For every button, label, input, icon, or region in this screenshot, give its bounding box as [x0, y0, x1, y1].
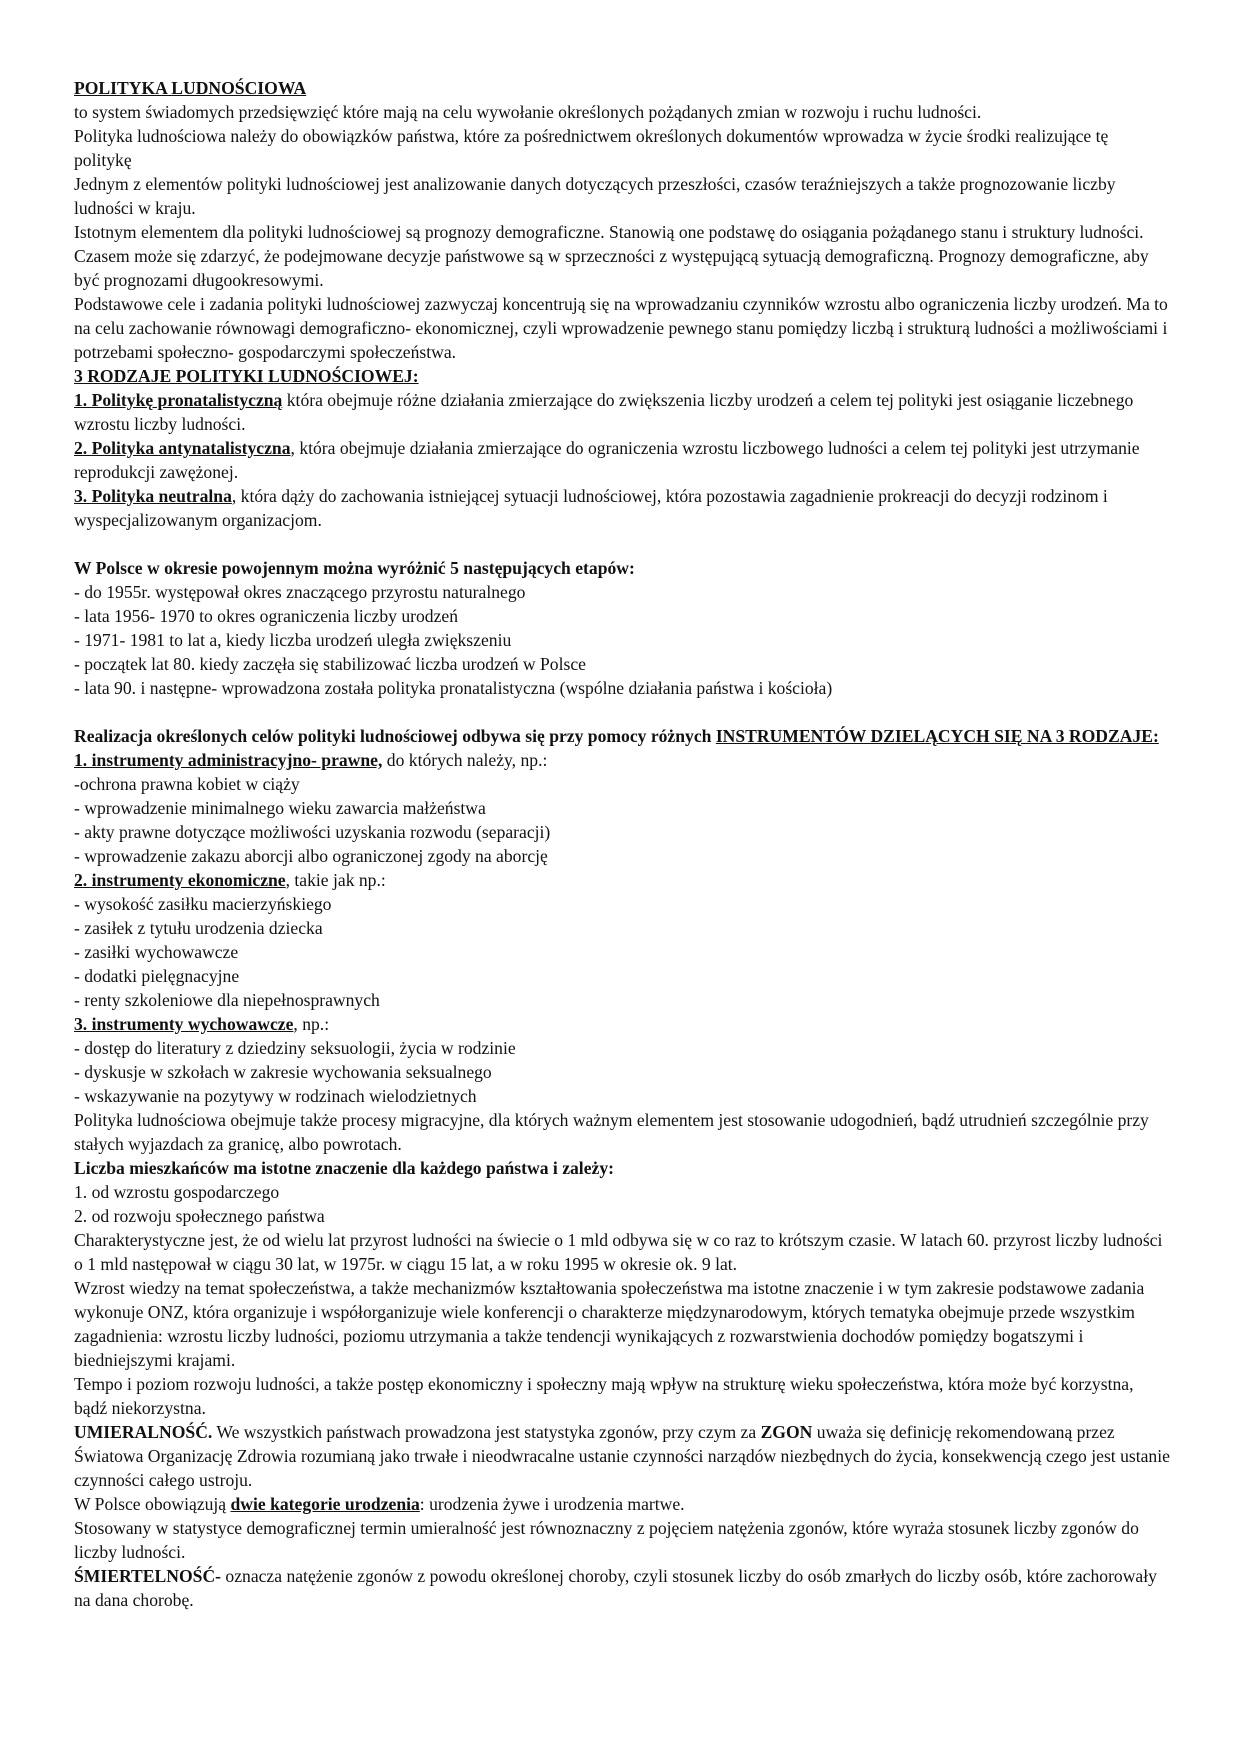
population-heading: Liczba mieszkańców ma istotne znaczenie dla każdego państwa i zależy: [74, 1158, 614, 1178]
instrument-item: - wysokość zasiłku macierzyńskiego [74, 894, 332, 914]
instrument-item: - wskazywanie na pozytywy w rodzinach wielodzietnych [74, 1086, 477, 1106]
instruments-heading [74, 724, 1170, 748]
instrument-item: - renty szkoleniowe dla niepełnosprawnych [74, 990, 380, 1010]
births-text: W Polsce obowiązują [74, 1494, 231, 1514]
mortality-paragraph [74, 1420, 1170, 1492]
type-item [74, 388, 1170, 436]
instruments-heading-emphasis: INSTRUMENTÓW DZIELĄCYCH SIĘ NA 3 RODZAJE: [715, 726, 1159, 746]
intro-paragraph: Polityka ludnościowa należy do obowiązków państwa, które za pośrednictwem określonych dokumentów wprowadza w życie środki realizujące tę politykę [74, 126, 1109, 170]
instrument-item: - dyskusje w szkołach w zakresie wychowania seksualnego [74, 1062, 492, 1082]
onz-paragraph: Wzrost wiedzy na temat społeczeństwa, a także mechanizmów kształtowania społeczeństwa ma istotne znaczenie i w tym zakresie podstawowe zadania wykonuje ONZ, która organizuje i współorganizuje wiele konferencji o charakterze międzynarodowym, których tematyka obejmuje przede wszystkim zagadnienia: wzrostu liczby ludności, poziomu utrzymania a także tendencji wynikających z rozwarstwienia dochodów pomiędzy bogatszymi i biedniejszymi krajami. [74, 1278, 1145, 1370]
instrument-text: , np.: [293, 1014, 330, 1034]
intro-paragraph: to system świadomych przedsięwzięć które mają na celu wywołanie określonych pożądanych zmian w rozwoju i ruchu ludności. [74, 102, 982, 122]
spacer [74, 532, 1170, 556]
mortality-text: We wszystkich państwach prowadzona jest statystyka zgonów, przy czym za [212, 1422, 761, 1442]
growth-paragraph: Charakterystyczne jest, że od wielu lat przyrost ludności na świecie o 1 mld odbywa się w co raz to krótszym czasie. W latach 60. przyrost liczby ludności o 1 mld następował w ciągu 30 lat, w 1975r. w ciągu 15 lat, a w roku 1995 w okresie ok. 9 lat. [74, 1230, 1163, 1274]
document-title: POLITYKA LUDNOŚCIOWA [74, 78, 307, 98]
instrument-item: - wprowadzenie minimalnego wieku zawarcia małżeństwa [74, 798, 486, 818]
instrument-item: - dostęp do literatury z dziedziny seksuologii, życia w rodzinie [74, 1038, 516, 1058]
document-page [74, 76, 1170, 1612]
type-item [74, 484, 1170, 532]
instrument-item: -ochrona prawna kobiet w ciąży [74, 774, 300, 794]
instrument-label: 3. instrumenty wychowawcze [74, 1014, 294, 1034]
births-paragraph [74, 1492, 1170, 1516]
instrument-item: - zasiłek z tytułu urodzenia dziecka [74, 918, 323, 938]
type-label: 2. Polityka antynatalistyczna [74, 438, 291, 458]
population-item: 2. od rozwoju społecznego państwa [74, 1206, 325, 1226]
tempo-paragraph: Tempo i poziom rozwoju ludności, a także postęp ekonomiczny i społeczny mają wpływ na strukturę wieku społeczeństwa, która może być korzystna, bądź niekorzystna. [74, 1374, 1134, 1418]
fatality-paragraph [74, 1564, 1170, 1612]
instrument-item: - zasiłki wychowawcze [74, 942, 239, 962]
instrument-label: 1. instrumenty administracyjno- prawne, [74, 750, 383, 770]
stages-heading: W Polsce w okresie powojennym można wyróżnić 5 następujących etapów: [74, 558, 635, 578]
type-item [74, 436, 1170, 484]
stage-item: - lata 90. i następne- wprowadzona została polityka pronatalistyczna (wspólne działania państwa i kościoła) [74, 678, 833, 698]
instruments-heading-text: Realizacja określonych celów polityki ludnościowej odbywa się przy pomocy różnych [74, 726, 716, 746]
zgon-term: ZGON [760, 1422, 813, 1442]
term-paragraph: Stosowany w statystyce demograficznej termin umieralność jest równoznaczny z pojęciem natężenia zgonów, które wyraża stosunek liczby zgonów do liczby ludności. [74, 1518, 1139, 1562]
instrument-heading [74, 748, 1170, 772]
instrument-label: 2. instrumenty ekonomiczne [74, 870, 286, 890]
stage-item: - lata 1956- 1970 to okres ograniczenia liczby urodzeń [74, 606, 458, 626]
migration-paragraph: Polityka ludnościowa obejmuje także procesy migracyjne, dla których ważnym elementem jest stosowanie udogodnień, bądź utrudnień szczególnie przy stałych wyjazdach za granicę, albo powrotach. [74, 1110, 1149, 1154]
type-text: , która obejmuje działania zmierzające do ograniczenia wzrostu liczbowego ludności a celem tej polityki jest utrzymanie reprodukcji zawężonej. [74, 438, 1140, 482]
stage-item: - 1971- 1981 to lat a, kiedy liczba urodzeń uległa zwiększeniu [74, 630, 512, 650]
intro-paragraph: Istotnym elementem dla polityki ludnościowej są prognozy demograficzne. Stanowią one podstawę do osiągania pożądanego stanu i struktury ludności. Czasem może się zdarzyć, że podejmowane decyzje państwowe są w sprzeczności z występującą sytuacją demograficzną. Prognozy demograficzne, aby być prognozami długookresowymi. [74, 222, 1149, 290]
spacer [74, 700, 1170, 724]
stage-item: - początek lat 80. kiedy zaczęła się stabilizować liczba urodzeń w Polsce [74, 654, 586, 674]
instrument-text: , takie jak np.: [285, 870, 386, 890]
instrument-text: do których należy, np.: [382, 750, 548, 770]
instrument-item: - akty prawne dotyczące możliwości uzyskania rozwodu (separacji) [74, 822, 551, 842]
births-text: : urodzenia żywe i urodzenia martwe. [419, 1494, 685, 1514]
type-label: 1. Politykę pronatalistyczną [74, 390, 283, 410]
instrument-item: - dodatki pielęgnacyjne [74, 966, 240, 986]
births-label: dwie kategorie urodzenia [230, 1494, 420, 1514]
instrument-heading [74, 868, 1170, 892]
type-label: 3. Polityka neutralna [74, 486, 232, 506]
fatality-label: ŚMIERTELNOŚĆ- [74, 1566, 222, 1586]
type-text: , która dąży do zachowania istniejącej sytuacji ludnościowej, która pozostawia zagadnienie prokreacji do decyzji rodzinom i wyspecjalizowanym organizacjom. [74, 486, 1108, 530]
population-item: 1. od wzrostu gospodarczego [74, 1182, 280, 1202]
fatality-text: oznacza natężenie zgonów z powodu określonej choroby, czyli stosunek liczby do osób zmarłych do liczby osób, które zachorowały na dana chorobę. [74, 1566, 1157, 1610]
mortality-text: uważa się definicję rekomendowaną przez Światowa Organizację Zdrowia rozumianą jako trwałe i nieodwracalne ustanie czynności narządów niezbędnych do życia, konsekwencją czego jest ustanie czynności całego ustroju. [74, 1422, 1170, 1490]
types-heading: 3 RODZAJE POLITYKI LUDNOŚCIOWEJ: [74, 366, 419, 386]
instrument-heading [74, 1012, 1170, 1036]
stage-item: - do 1955r. występował okres znaczącego przyrostu naturalnego [74, 582, 526, 602]
intro-paragraph: Podstawowe cele i zadania polityki ludnościowej zazwyczaj koncentrują się na wprowadzaniu czynników wzrostu albo ograniczenia liczby urodzeń. Ma to na celu zachowanie równowagi demograficzno- ekonomicznej, czyli wprowadzenie pewnego stanu pomiędzy liczbą i strukturą ludności a możliwościami i potrzebami społeczno- gospodarczymi społeczeństwa. [74, 294, 1168, 362]
instrument-item: - wprowadzenie zakazu aborcji albo ograniczonej zgody na aborcję [74, 846, 548, 866]
intro-paragraph: Jednym z elementów polityki ludnościowej jest analizowanie danych dotyczących przeszłości, czasów teraźniejszych a także prognozowanie liczby ludności w kraju. [74, 174, 1116, 218]
mortality-label: UMIERALNOŚĆ. [74, 1422, 213, 1442]
type-text: która obejmuje różne działania zmierzające do zwiększenia liczby urodzeń a celem tej polityki jest osiąganie liczebnego wzrostu liczby ludności. [74, 390, 1134, 434]
